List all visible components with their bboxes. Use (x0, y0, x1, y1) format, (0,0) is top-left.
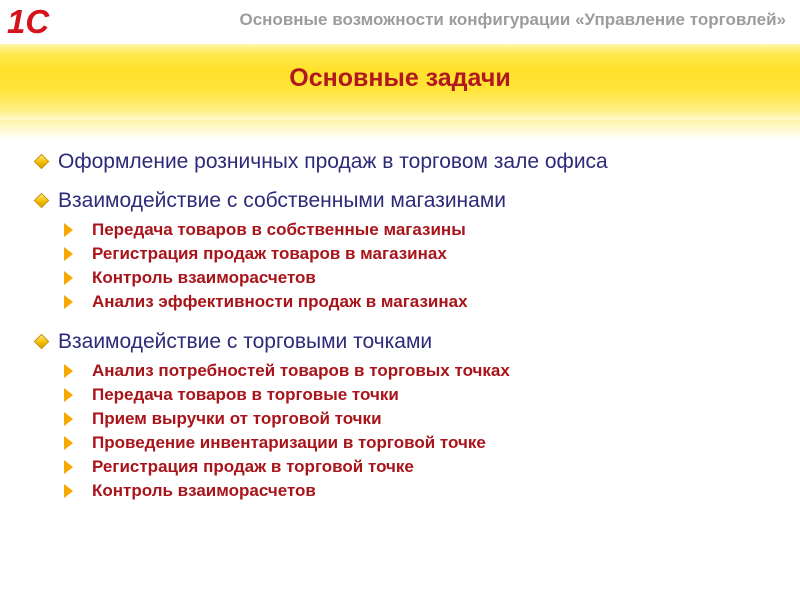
sub-item-text: Передача товаров в собственные магазины (92, 220, 466, 239)
list-item (32, 189, 772, 314)
sub-list-item (58, 407, 772, 431)
sub-item-text: Прием выручки от торговой точки (92, 409, 382, 428)
sub-list-item (58, 242, 772, 266)
sub-item-text: Регистрация продаж в торговой точке (92, 457, 414, 476)
arrow-bullet-icon (64, 295, 73, 309)
sub-item-text: Контроль взаиморасчетов (92, 481, 316, 500)
sub-list-item (58, 431, 772, 455)
list-item (32, 150, 772, 173)
arrow-bullet-icon (64, 436, 73, 450)
diamond-bullet-icon (34, 193, 50, 209)
header (0, 0, 800, 44)
sub-item-text: Анализ эффективности продаж в магазинах (92, 292, 468, 311)
sub-list (58, 218, 772, 314)
item-text: Оформление розничных продаж в торговом зале офиса (58, 150, 608, 173)
sub-item-text: Анализ потребностей товаров в торговых точках (92, 361, 510, 380)
logo-1c-icon (6, 4, 76, 38)
diamond-bullet-icon (34, 334, 50, 350)
sub-list (58, 359, 772, 503)
sub-item-text: Контроль взаиморасчетов (92, 268, 316, 287)
sub-item-text: Проведение инвентаризации в торговой точке (92, 433, 486, 452)
arrow-bullet-icon (64, 223, 73, 237)
item-text: Взаимодействие с торговыми точками (58, 330, 433, 353)
arrow-bullet-icon (64, 484, 73, 498)
item-text: Взаимодействие с собственными магазинами (58, 189, 506, 212)
sub-list-item (58, 266, 772, 290)
sub-list-item (58, 479, 772, 503)
title-band (0, 44, 800, 120)
sub-list-item (58, 455, 772, 479)
list-item (32, 330, 772, 503)
arrow-bullet-icon (64, 247, 73, 261)
sub-item-text: Регистрация продаж товаров в магазинах (92, 244, 447, 263)
sub-item-text: Передача товаров в торговые точки (92, 385, 399, 404)
arrow-bullet-icon (64, 271, 73, 285)
presentation-title: Основные возможности конфигурации «Управление торговлей» (239, 10, 786, 29)
sub-list-item (58, 383, 772, 407)
sub-list-item (58, 218, 772, 242)
slide-title: Основные задачи (289, 64, 511, 92)
arrow-bullet-icon (64, 388, 73, 402)
diamond-bullet-icon (34, 154, 50, 170)
logo-text: 1С (7, 4, 50, 38)
sub-list-item (58, 290, 772, 314)
arrow-bullet-icon (64, 460, 73, 474)
sub-list-item (58, 359, 772, 383)
arrow-bullet-icon (64, 364, 73, 378)
task-list (32, 150, 772, 503)
arrow-bullet-icon (64, 412, 73, 426)
